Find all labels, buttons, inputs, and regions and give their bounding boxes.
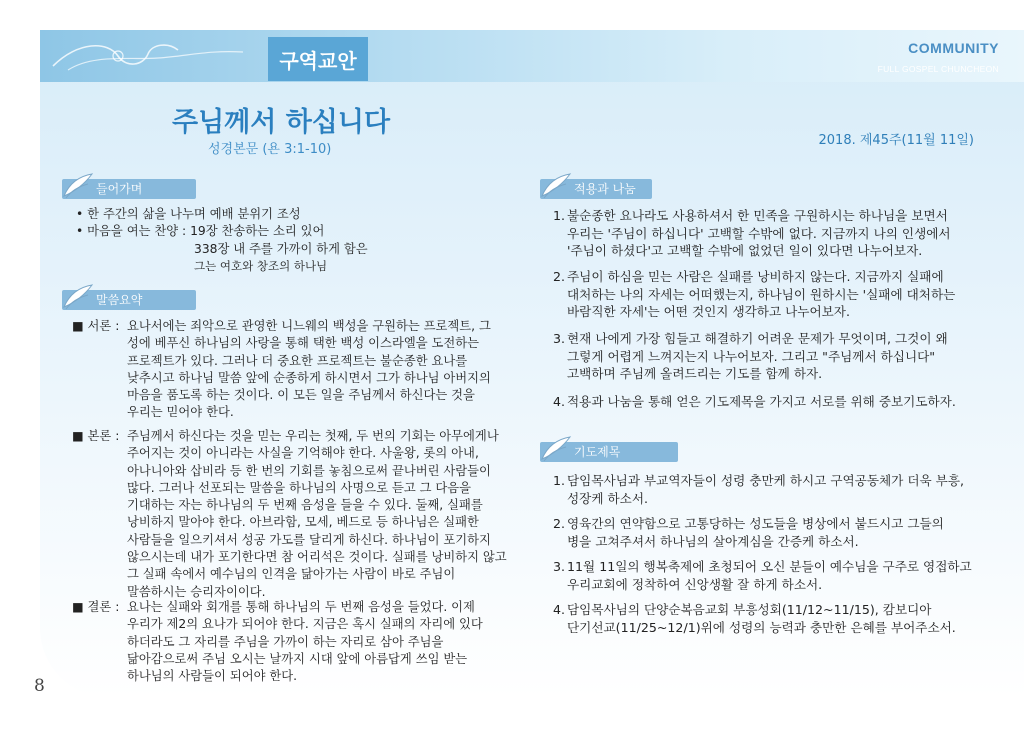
text-line: 성장케 하소서. <box>567 490 648 506</box>
text-line: 불순종한 요나라도 사용하셔서 한 민족을 구원하시는 하나님을 보면서 <box>567 208 948 223</box>
text-line: 말씀하시는 승리자이이다. <box>127 584 266 599</box>
text-line: 프로젝트가 있다. 그러나 더 중요한 프로젝트는 불순종한 요나를 <box>127 353 468 368</box>
text-line: 현재 나에게 가장 힘들고 해결하기 어려운 문제가 무엇이며, 그것이 왜 <box>567 331 948 346</box>
issue-date: 2018. 제45주(11월 11일) <box>818 133 974 148</box>
page-title: 주님께서 하십니다 <box>172 107 391 138</box>
text-line: 담임목사님의 단양순복음교회 부흥성회(11/12~11/15), 캄보디아 <box>567 602 932 617</box>
intro-song: 338장 내 주를 가까이 하게 함은 <box>194 241 368 256</box>
text-line: '주님이 하셨다'고 고백할 수밖에 없었던 일이 있다면 나누어보자. <box>567 243 923 259</box>
scripture-reference: 성경본문 (욘 3:1-10) <box>208 142 332 157</box>
text-line: 담임목사님과 부교역자들이 성령 충만케 하시고 구역공동체가 더욱 부흥, <box>567 473 964 488</box>
leaf-icon <box>62 172 94 200</box>
text-line: 요나서에는 죄악으로 관영한 니느웨의 백성을 구원하는 프로젝트, 그 <box>127 319 491 333</box>
intro-heading-label: 들어가며 <box>62 179 196 199</box>
text-line: 사람들을 일으키셔서 성공 가도를 달리게 하신다. 하나님이 포기하지 <box>127 532 491 547</box>
application-item <box>553 330 948 383</box>
text-line: 하더라도 그 자리를 주님을 가까이 하는 자리로 삼아 주님을 <box>127 634 444 649</box>
summary-conclusion <box>72 599 500 685</box>
text-line: 않으시는데 내가 포기한다면 참 어리석은 것이다. 실패를 낭비하지 않고 <box>127 550 507 565</box>
leaf-icon <box>540 435 572 463</box>
application-item <box>553 393 956 411</box>
application-item <box>553 207 951 260</box>
prayer-item <box>553 558 972 593</box>
text-line: 아나니아와 삽비라 등 한 번의 기회를 놓침으로써 끝나버린 사람들이 <box>127 463 491 478</box>
text-line: 마음을 품도록 하는 것이다. 이 모든 일을 주님께서 하신다는 것을 <box>127 388 475 403</box>
text-line: 우리교회에 정착하여 신앙생활 잘 하게 하소서. <box>567 576 823 592</box>
text-line: 대처하는 나의 자세는 어떠했는지, 하나님이 원하시는 '실패에 대처하는 <box>567 286 956 302</box>
text-line: 낭비하지 말아야 한다. 아브라함, 모세, 베드로 등 하나님은 실패한 <box>127 515 479 530</box>
summary-heading <box>62 289 196 311</box>
prayer-heading <box>540 441 678 463</box>
text-line: 적용과 나눔을 통해 얻은 기도제목을 가지고 서로를 위해 중보기도하자. <box>567 394 956 409</box>
text-line: 그렇게 어렵게 느껴지는지 나누어보자. 그리고 "주님께서 하십니다" <box>567 348 936 364</box>
text-line: 기대하는 자는 하나님의 두 번째 음성을 들을 수 있다. 둘째, 실패를 <box>127 498 483 513</box>
leaf-icon <box>540 172 572 200</box>
text-line: 우리가 제2의 요나가 되어야 한다. 지금은 혹시 실패의 자리에 있다 <box>127 617 483 632</box>
summary-intro <box>72 318 500 422</box>
text-line: 그 실패 속에서 예수님의 인격을 닮아가는 사람이 바로 주님이 <box>127 567 456 582</box>
intro-bullet: • 마음을 여는 찬양 : 19장 찬송하는 소리 있어 <box>76 224 325 239</box>
text-line: 하나님의 사람들이 되어야 한다. <box>127 669 298 684</box>
item-number: 1. <box>553 473 566 488</box>
brand-subtitle: FULL GOSPEL CHUNCHEON <box>877 64 999 74</box>
text-line: 영육간의 연약함으로 고통당하는 성도들을 병상에서 붙드시고 그들의 <box>567 516 944 531</box>
summary-body <box>72 428 507 601</box>
summary-heading-label: 말씀요약 <box>62 290 196 310</box>
text-line: 닮아감으로써 주님 오시는 날까지 시대 앞에 아름답게 쓰임 받는 <box>127 651 468 666</box>
text-line: 단기선교(11/25~12/1)위에 성령의 능력과 충만한 은혜를 부어주소서. <box>567 619 956 635</box>
prayer-item <box>553 515 944 550</box>
ornament-swirl-icon <box>48 36 248 76</box>
prayer-item <box>553 601 956 636</box>
text-line: 요나는 실패와 회개를 통해 하나님의 두 번째 음성을 들었다. 이제 <box>127 600 475 614</box>
section-title: 구역교안 <box>268 37 368 81</box>
item-number: 1. <box>553 208 566 223</box>
item-number: 2. <box>553 516 566 531</box>
text-line: 주어지는 것이 아니라는 사실을 기억해야 한다. 사울왕, 롯의 아내, <box>127 446 479 461</box>
text-line: 주님께서 하신다는 것을 믿는 우리는 첫째, 두 번의 기회는 아무에게나 <box>127 429 499 443</box>
item-number: 4. <box>553 394 566 409</box>
brand-name: COMMUNITY <box>908 40 999 56</box>
application-item <box>553 268 955 321</box>
prayer-heading-label: 기도제목 <box>540 442 678 462</box>
application-heading-label: 적용과 나눔 <box>540 179 652 199</box>
application-heading <box>540 178 652 200</box>
item-number: 3. <box>553 331 566 346</box>
body-label: ■ 본론 : <box>72 429 120 443</box>
text-line: 우리는 믿어야 한다. <box>127 405 234 420</box>
item-number: 3. <box>553 559 566 574</box>
text-line: 11월 11일의 행복축제에 초청되어 오신 분들이 예수님을 구주로 영접하고 <box>567 559 972 574</box>
intro-label: ■ 서론 : <box>72 319 120 333</box>
intro-song: 그는 여호와 창조의 하나님 <box>194 258 328 273</box>
text-line: 성에 베푸신 하나님의 사랑을 통해 택한 백성 이스라엘을 도전하는 <box>127 336 479 351</box>
text-line: 주님이 하심을 믿는 사람은 실패를 낭비하지 않는다. 지금까지 실패에 <box>567 269 944 284</box>
intro-bullet: • 한 주간의 삶을 나누며 예배 분위기 조성 <box>76 207 301 221</box>
item-number: 4. <box>553 602 566 617</box>
item-number: 2. <box>553 269 566 284</box>
text-line: 병을 고쳐주셔서 하나님의 살아계심을 간증케 하소서. <box>567 533 859 549</box>
text-line: 낮추시고 하나님 말씀 앞에 순종하게 하시면서 그가 하나님 아버지의 <box>127 370 491 385</box>
page-number: 8 <box>34 676 45 696</box>
prayer-item <box>553 472 964 507</box>
leaf-icon <box>62 283 94 311</box>
text-line: 우리는 '주님이 하십니다' 고백할 수밖에 없다. 지금까지 나의 인생에서 <box>567 225 951 241</box>
text-line: 고백하며 주님께 올려드리는 기도를 함께 하자. <box>567 366 823 382</box>
conclusion-label: ■ 결론 : <box>72 600 120 614</box>
text-line: 바람직한 자세'는 어떤 것인지 생각하고 나누어보자. <box>567 304 850 320</box>
text-line: 많다. 그러나 선포되는 말씀을 하나님의 사명으로 듣고 그 다음을 <box>127 480 472 495</box>
intro-heading <box>62 178 196 200</box>
intro-content <box>76 206 496 275</box>
